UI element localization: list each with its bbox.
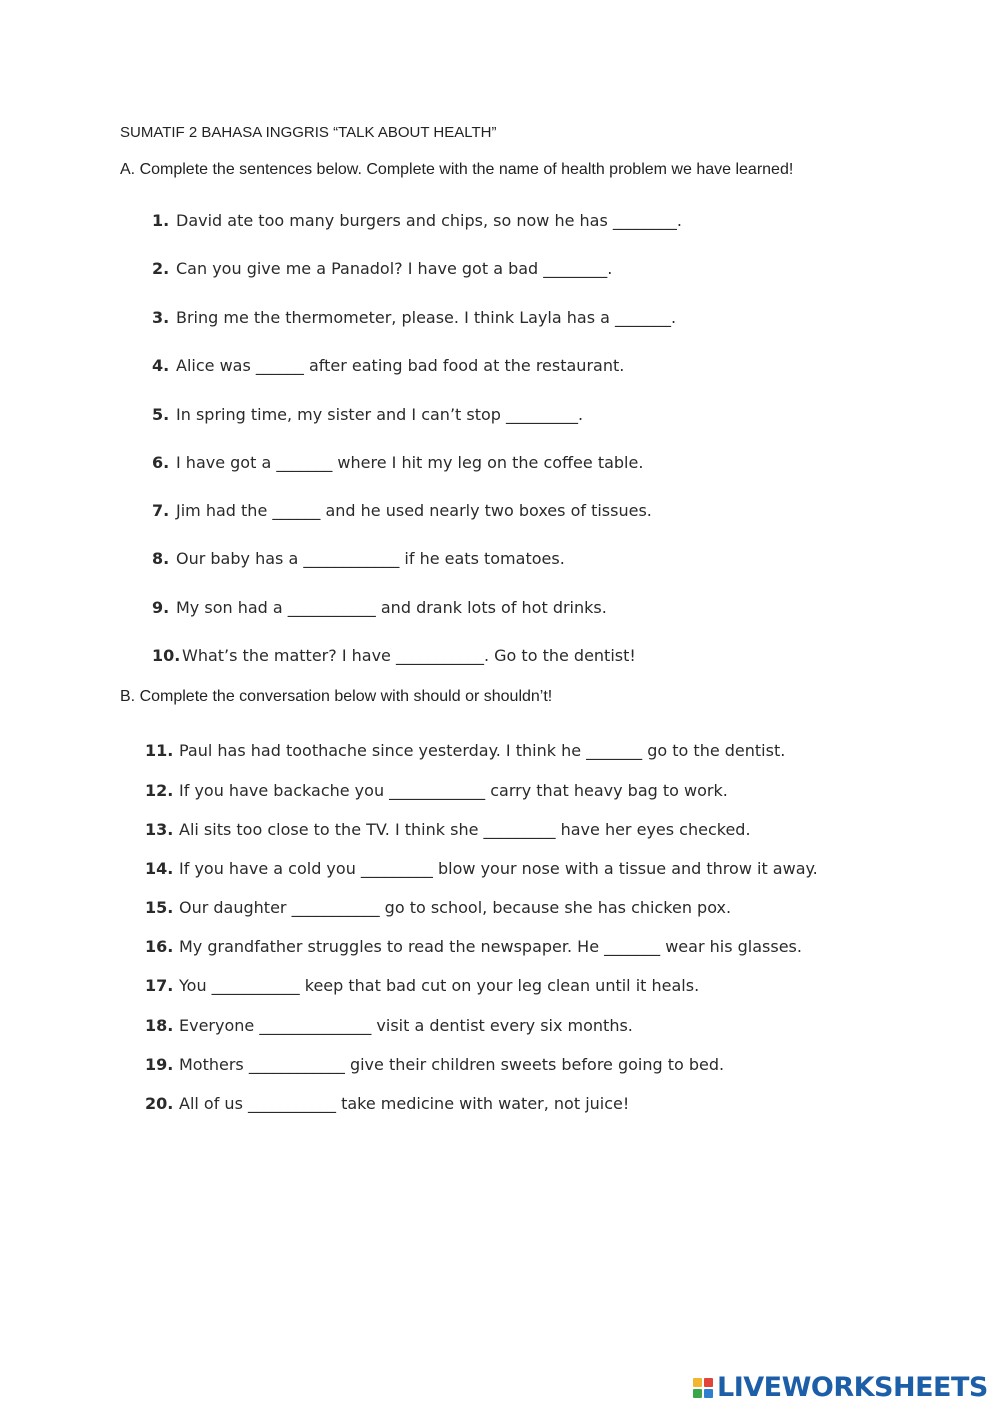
logo-mark-icon [693, 1378, 713, 1398]
question-item [145, 820, 751, 839]
question-text: All of us ___________ take medicine with water, not juice! [179, 1094, 630, 1113]
question-text: If you have backache you ____________ carry that heavy bag to work. [179, 781, 728, 800]
logo-block [704, 1389, 713, 1398]
question-number: 13. [145, 820, 174, 839]
question-text: Paul has had toothache since yesterday. I think he _______ go to the dentist. [179, 741, 786, 760]
section-b-instruction: B. Complete the conversation below with should or shouldn’t! [120, 688, 553, 705]
question-item [152, 356, 624, 375]
question-text: What’s the matter? I have ___________. Go to the dentist! [182, 646, 636, 665]
question-text: Can you give me a Panadol? I have got a bad ________. [176, 259, 613, 278]
question-text: Jim had the ______ and he used nearly two boxes of tissues. [176, 501, 652, 520]
question-text: Everyone ______________ visit a dentist every six months. [179, 1016, 633, 1035]
question-number: 1. [152, 211, 170, 230]
question-item [145, 937, 802, 956]
question-text: You ___________ keep that bad cut on your leg clean until it heals. [179, 976, 700, 995]
worksheet-title: SUMATIF 2 BAHASA INGGRIS “TALK ABOUT HEALTH” [120, 124, 497, 141]
question-number: 3. [152, 308, 170, 327]
question-item [145, 859, 818, 878]
question-number: 16. [145, 937, 174, 956]
question-item [152, 211, 682, 230]
question-number: 7. [152, 501, 170, 520]
question-number: 2. [152, 259, 170, 278]
question-number: 14. [145, 859, 174, 878]
question-text: In spring time, my sister and I can’t stop _________. [176, 405, 584, 424]
question-item [152, 549, 565, 568]
question-item [145, 741, 785, 760]
question-item [152, 598, 607, 617]
question-item [145, 1016, 633, 1035]
question-text: My grandfather struggles to read the newspaper. He _______ wear his glasses. [179, 937, 802, 956]
question-item [152, 405, 583, 424]
question-number: 19. [145, 1055, 174, 1074]
question-text: Our baby has a ____________ if he eats tomatoes. [176, 549, 565, 568]
question-item [152, 453, 643, 472]
question-number: 15. [145, 898, 174, 917]
question-text: Alice was ______ after eating bad food at the restaurant. [176, 356, 625, 375]
question-item [145, 1094, 629, 1113]
question-number: 9. [152, 598, 170, 617]
question-number: 12. [145, 781, 174, 800]
question-item [145, 976, 699, 995]
question-number: 6. [152, 453, 170, 472]
question-item [145, 781, 728, 800]
logo-block [693, 1389, 702, 1398]
question-text: David ate too many burgers and chips, so now he has ________. [176, 211, 682, 230]
question-number: 18. [145, 1016, 174, 1035]
question-item [152, 501, 652, 520]
question-text: Our daughter ___________ go to school, because she has chicken pox. [179, 898, 732, 917]
question-text: If you have a cold you _________ blow your nose with a tissue and throw it away. [179, 859, 818, 878]
section-a-instruction: A. Complete the sentences below. Complete with the name of health problem we have learned! [120, 161, 794, 178]
logo-text: LIVEWORKSHEETS [717, 1372, 988, 1403]
question-text: Ali sits too close to the TV. I think she _________ have her eyes checked. [179, 820, 751, 839]
question-number: 20. [145, 1094, 174, 1113]
question-text: Bring me the thermometer, please. I think Layla has a _______. [176, 308, 677, 327]
question-number: 17. [145, 976, 174, 995]
question-text: Mothers ____________ give their children sweets before going to bed. [179, 1055, 725, 1074]
question-number: 10. [152, 646, 181, 665]
question-number: 4. [152, 356, 170, 375]
question-number: 8. [152, 549, 170, 568]
question-item [145, 1055, 724, 1074]
question-item [145, 898, 731, 917]
question-text: My son had a ___________ and drank lots of hot drinks. [176, 598, 607, 617]
logo-block [704, 1378, 713, 1387]
question-number: 5. [152, 405, 170, 424]
question-item [152, 259, 612, 278]
liveworksheets-logo [693, 1372, 988, 1403]
question-item [152, 646, 636, 665]
logo-block [693, 1378, 702, 1387]
question-item [152, 308, 676, 327]
question-text: I have got a _______ where I hit my leg on the coffee table. [176, 453, 644, 472]
question-number: 11. [145, 741, 174, 760]
